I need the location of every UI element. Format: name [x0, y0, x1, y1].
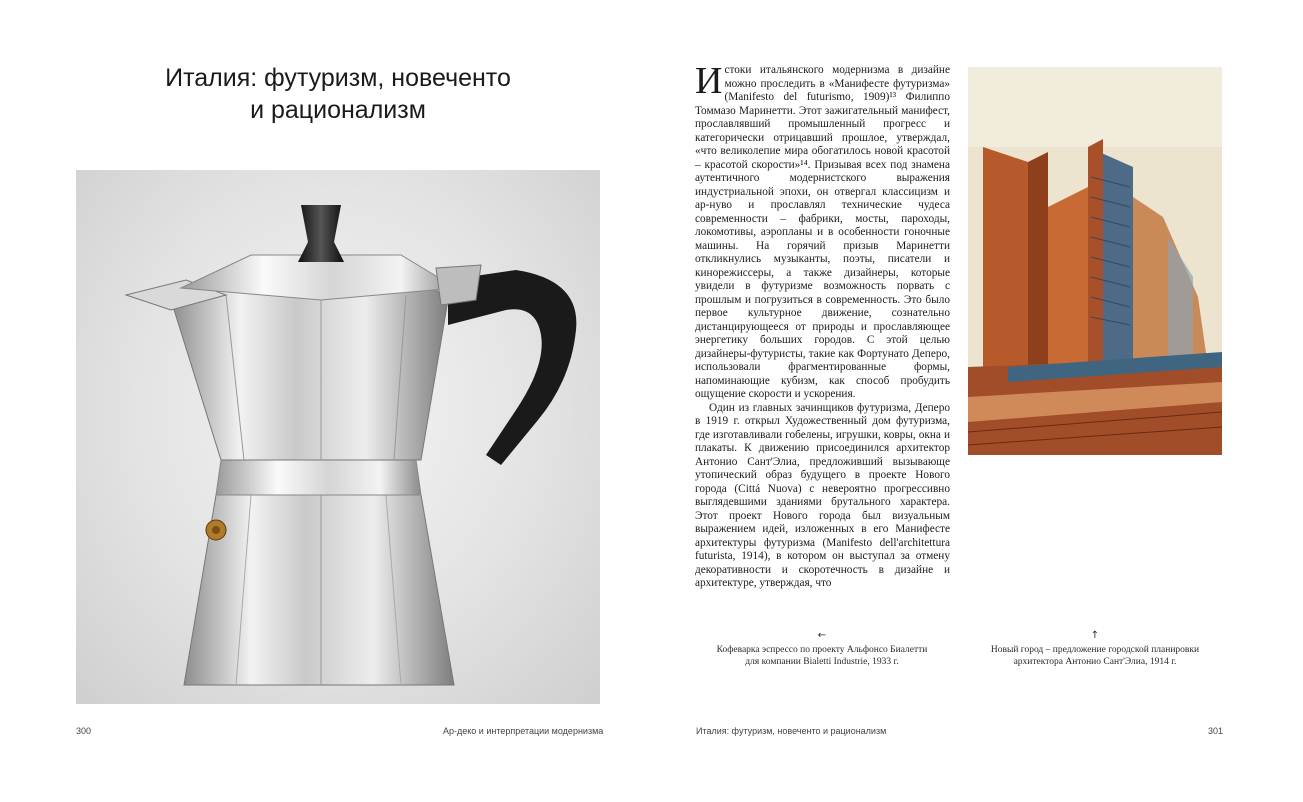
citta-nuova-illustration: [968, 67, 1222, 455]
moka-pot-photo: [76, 170, 600, 704]
page-number-left: 300: [76, 726, 92, 736]
drop-cap: И: [695, 60, 723, 102]
arrow-up-icon: ↑: [1090, 630, 1100, 641]
chapter-title-line-1: Италия: футуризм, новеченто: [165, 64, 511, 92]
paragraph-1-text: стоки итальянского модернизма в дизайне можно проследить в «Манифесте футуризма» (Manifesto del futurismo, 1909)¹³ Филиппо Томмазо Маринетти. Этот зажигательный манифест, прославлявший промышленный прогресс и категорически отрицавший прошлое, утверждал, «что великолепие мира обогатилось новой красотой – красотой скорости»¹⁴. Призывая всех под знамена аутентичного модернистского выражения индустриальной эпохи, он отвергал классицизм и ар-нуво и прославлял технические чудеса современности – фабрики, мосты, пароходы, локомотивы, аэропланы и в особенности гоночные машины. На горячий призыв Маринетти откликнулись музыканты, поэты, писатели и кинорежиссеры, а также дизайнеры, которые увидели в футуризме возможность порвать с прошлым и погрузиться в современность. Это было первое культурное движение, сознательно дистанцирующееся от природы и прославляющее энергетику больших городов. С этой целью дизайнеры-футуристы, такие как Фортунато Деперо, использовали фрагментированные формы, напоминающие кубизм, как способ пробудить ощущение скорости и ускорения.: [695, 64, 950, 400]
left-page: [0, 0, 651, 802]
paragraph-1: [695, 60, 950, 402]
body-text: [695, 60, 950, 591]
chapter-title-line-2: и рационализм: [250, 96, 426, 124]
arrow-left-icon: ←: [817, 630, 827, 641]
caption-coffee-maker-text: Кофеварка эспрессо по проекту Альфонсо Биалетти для компании Bialetti Industrie, 1933 г.: [716, 645, 928, 667]
page-number-right: 301: [1208, 726, 1224, 736]
running-head-left: Ар-деко и интерпретации модернизма: [443, 726, 604, 736]
moka-pot-illustration: [76, 170, 600, 704]
caption-coffee-maker: [712, 630, 932, 668]
running-head-right: Италия: футуризм, новеченто и рационализм: [696, 726, 887, 736]
caption-new-city: [985, 630, 1205, 668]
citta-nuova-drawing: [968, 67, 1222, 455]
chapter-title: [100, 62, 576, 126]
caption-new-city-text: Новый город – предложение городской планировки архитектора Антонио Сант'Элиа, 1914 г.: [990, 645, 1200, 667]
paragraph-2: Один из главных зачинщиков футуризма, Деперо в 1919 г. открыл Художественный дом футуризма, где изготавливали гобелены, игрушки, ковры, окна и плакаты. К движению присоединился архитектор Антонио Сант'Элиа, предложивший вызывающе утопический образ будущего в проекте Нового города (Cittá Nuova) с невероятно прогрессивно выглядевшими зданиями брутального характера. Этот проект Нового города был визуальным выражением идей, изложенных в его Манифесте архитектуры футуризма (Manifesto dell'architettura futurista, 1914), в котором он выступал за отмену декоративности и скоротечность в дизайне и архитектуре, утверждая, что: [695, 401, 950, 589]
